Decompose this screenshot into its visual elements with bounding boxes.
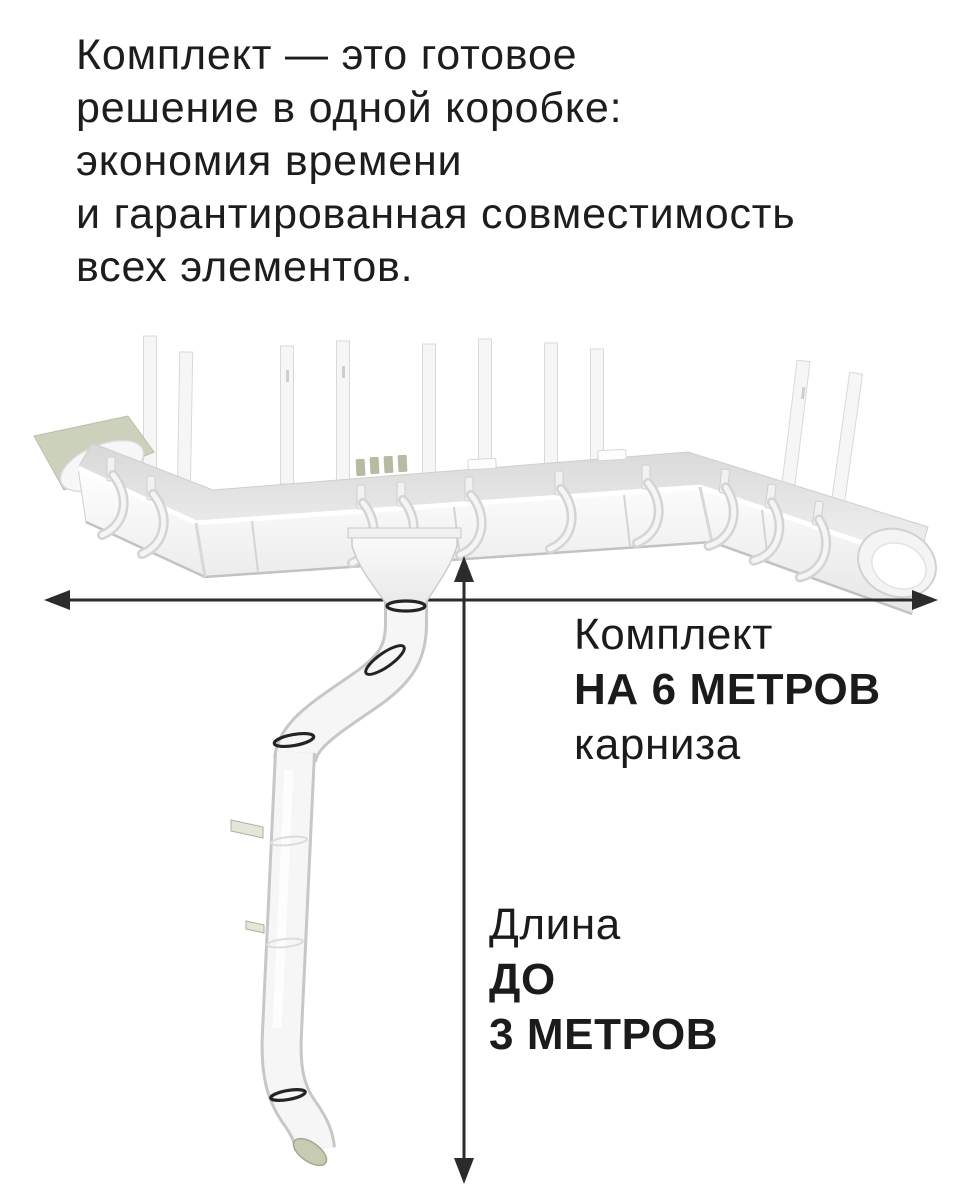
intro-line: и гарантированная совместимость <box>76 190 796 238</box>
cornice-label-value: НА 6 МЕТРОВ <box>574 665 881 714</box>
downpipe-label-value: ДО <box>489 955 556 1004</box>
gutter-connector-tab <box>598 449 626 460</box>
vertical-dimension-arrow <box>454 556 474 1184</box>
arrow-head-right-icon <box>912 590 938 610</box>
bracket-strip <box>423 344 436 474</box>
roof-clip <box>398 455 408 472</box>
cornice-dimension-label <box>574 607 881 772</box>
funnel-rim <box>348 528 461 538</box>
downpipe-label-line: Длина <box>489 900 621 949</box>
bracket-strip <box>832 372 863 503</box>
gutter-connector-tab <box>468 458 496 469</box>
cornice-label-line: карниза <box>574 720 741 769</box>
bracket-strip <box>782 360 811 489</box>
bracket-strip-slot <box>286 370 289 382</box>
roof-clips <box>356 455 408 476</box>
pipe-clip <box>246 921 264 933</box>
intro-line: Комплект — это готовое <box>76 31 578 79</box>
roof-clip <box>356 459 366 476</box>
downpipe-assembly <box>231 528 461 1171</box>
roof-clip <box>384 456 394 473</box>
cornice-label-line: Комплект <box>574 610 774 659</box>
bracket-strip <box>337 341 350 480</box>
downpipe-label-value: 3 МЕТРОВ <box>489 1010 719 1059</box>
intro-line: экономия времени <box>76 137 463 185</box>
intro-line: решение в одной коробке: <box>76 84 623 132</box>
downpipe-upper-bend-body <box>295 602 406 760</box>
bracket-strip-slot <box>342 366 345 378</box>
downpipe-dimension-label <box>489 897 718 1062</box>
bracket-strip <box>545 343 558 464</box>
arrow-head-down-icon <box>454 1158 474 1184</box>
bracket-strip <box>178 352 193 481</box>
bracket-strip <box>591 349 604 461</box>
bracket-strip <box>479 339 492 470</box>
pipe-clip <box>231 820 263 838</box>
gutter-funnel <box>352 532 457 608</box>
intro-line: всех элементов. <box>76 243 414 291</box>
bracket-strip <box>281 346 294 484</box>
arrow-head-left-icon <box>44 590 70 610</box>
roof-clip <box>370 457 380 474</box>
